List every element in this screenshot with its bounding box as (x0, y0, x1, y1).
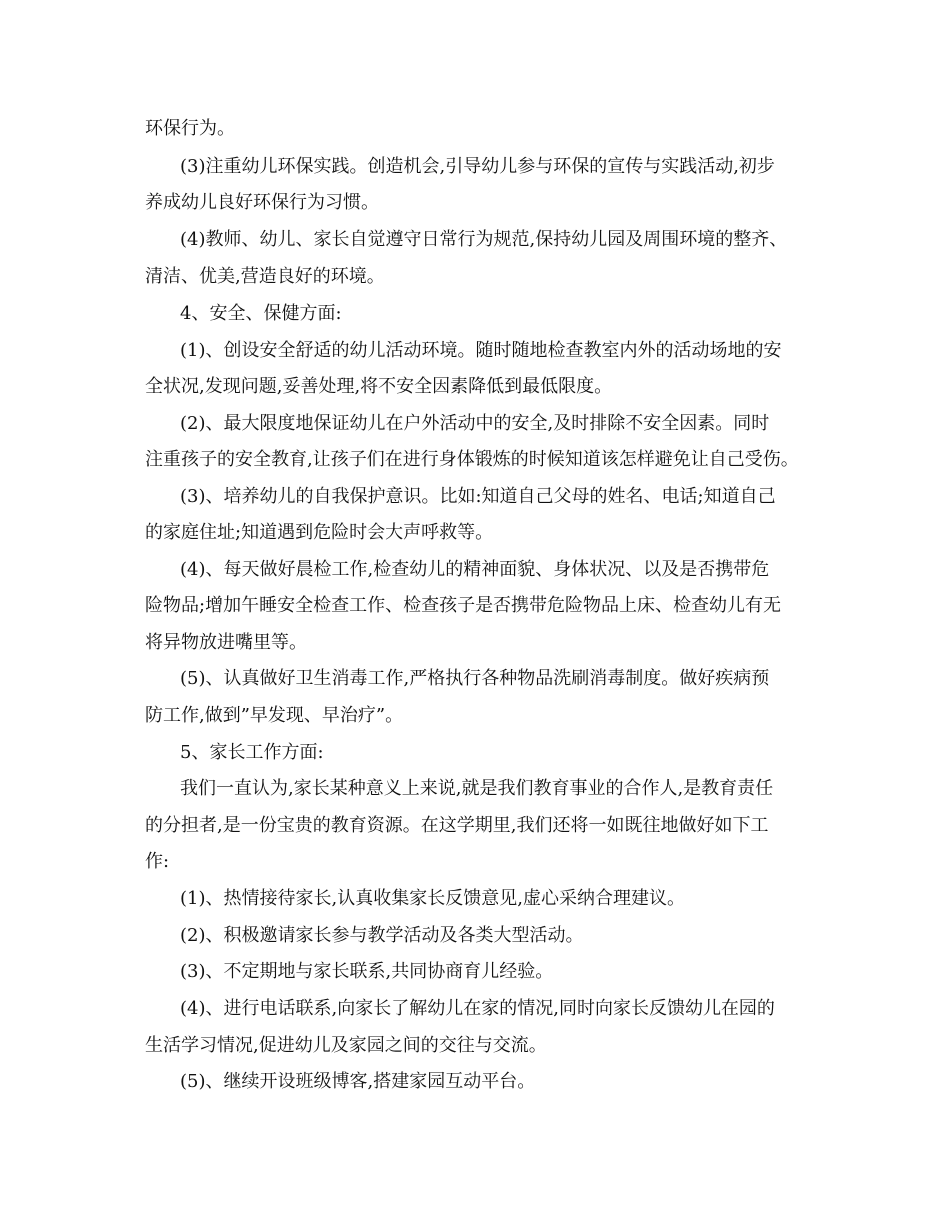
text-line: (3)、培养幼儿的自我保护意识。比如:知道自己父母的姓名、电话;知道自己 (180, 486, 776, 507)
text-line: 注重孩子的安全教育,让孩子们在进行身体锻炼的时候知道该怎样避免让自己受伤。 (145, 449, 799, 470)
text-line: (5)、继续开设班级博客,搭建家园互动平台。 (180, 1071, 536, 1092)
text-line: 清洁、优美,营造良好的环境。 (145, 266, 385, 287)
text-line: (4)、进行电话联系,向家长了解幼儿在家的情况,同时向家长反馈幼儿在园的 (180, 998, 775, 1019)
text-line: (3)、不定期地与家长联系,共同协商育儿经验。 (180, 961, 554, 982)
text-line: (5)、认真做好卫生消毒工作,严格执行各种物品洗刷消毒制度。做好疾病预 (180, 668, 770, 689)
text-line: (2)、积极邀请家长参与教学活动及各类大型活动。 (180, 925, 584, 946)
text-line: 生活学习情况,促进幼儿及家园之间的交往与交流。 (145, 1035, 547, 1056)
text-line: 养成幼儿良好环保行为习惯。 (145, 192, 379, 213)
text-line: 的分担者,是一份宝贵的教育资源。在这学期里,我们还将一如既往地做好如下工 (145, 815, 769, 836)
text-line: (4)、每天做好晨检工作,检查幼儿的精神面貌、身体状况、以及是否携带危 (180, 559, 770, 580)
text-line: 将异物放进嘴里等。 (145, 632, 307, 653)
text-line: (4)教师、幼儿、家长自觉遵守日常行为规范,保持幼儿园及周围环境的整齐、 (180, 229, 788, 250)
text-line: 环保行为。 (145, 118, 235, 139)
text-line: 作: (145, 851, 170, 872)
text-line: 全状况,发现问题,妥善处理,将不安全因素降低到最低限度。 (145, 376, 613, 397)
text-line: 5、家长工作方面: (180, 742, 324, 763)
text-line: 的家庭住址;知道遇到危险时会大声呼救等。 (145, 522, 494, 543)
text-line: (2)、最大限度地保证幼儿在户外活动中的安全,及时排除不安全因素。同时 (180, 413, 770, 434)
text-line: 险物品;增加午睡安全检查工作、检查孩子是否携带危险物品上床、检查幼儿有无 (145, 595, 782, 616)
text-line: (3)注重幼儿环保实践。创造机会,引导幼儿参与环保的宣传与实践活动,初步 (180, 156, 775, 177)
text-line: 防工作,做到”早发现、早治疗”。 (145, 705, 404, 726)
text-line: 我们一直认为,家长某种意义上来说,就是我们教育事业的合作人,是教育责任 (180, 778, 774, 799)
text-line: (1)、热情接待家长,认真收集家长反馈意见,虚心采纳合理建议。 (180, 888, 685, 909)
text-line: (1)、创设安全舒适的幼儿活动环境。随时随地检查教室内外的活动场地的安 (180, 340, 782, 361)
text-line: 4、安全、保健方面: (180, 303, 342, 324)
